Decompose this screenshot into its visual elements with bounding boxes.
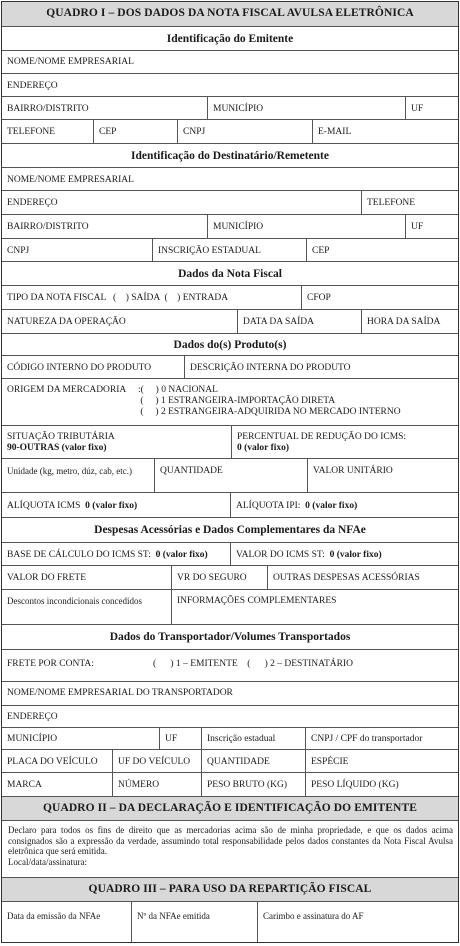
produto-quantidade-field[interactable]: QUANTIDADE — [155, 459, 308, 492]
destinatario-heading — [2, 144, 458, 168]
quadro-2-title: QUADRO II – DA DECLARAÇÃO E IDENTIFICAÇÃO DO EMITENTE — [2, 797, 458, 821]
numero-nfae-field[interactable]: Nº da NFAe emitida — [132, 902, 258, 942]
emitente-heading-text: Identificação do Emitente — [166, 33, 294, 45]
nota-heading — [2, 262, 458, 286]
produtos-unidade-row — [2, 459, 458, 493]
destinatario-ie-field[interactable]: INSCRIÇÃO ESTADUAL — [153, 239, 307, 261]
emitente-email-field[interactable]: E-MAIL — [318, 127, 352, 137]
transporte-nome-field[interactable]: NOME/NOME EMPRESARIAL DO TRANSPORTADOR — [7, 688, 233, 698]
situacao-value: 90-OUTRAS (valor fixo) — [7, 443, 107, 453]
frete-conta-options[interactable]: ( ) 1 – EMITENTE ( ) 2 – DESTINATÁRIO — [153, 659, 353, 669]
declaracao-field[interactable] — [2, 821, 458, 877]
nota-hora-saida-field[interactable]: HORA DA SAÍDA — [367, 317, 441, 327]
despesas-outras-field[interactable]: OUTRAS DESPESAS ACESSÓRIAS — [273, 573, 420, 583]
emitente-contato-row — [2, 120, 458, 144]
produtos-origem-row — [2, 379, 458, 426]
destinatario-nome-row — [2, 168, 458, 191]
despesas-frete-row — [2, 566, 458, 590]
produto-unidade-field[interactable]: Unidade (kg, metro, dúz, cab, etc.) — [2, 459, 155, 492]
emitente-cep-field[interactable]: CEP — [94, 120, 178, 143]
aliq-ipi-value: 0 (valor fixo) — [305, 501, 358, 511]
produto-percentual-field[interactable] — [232, 426, 458, 458]
situacao-label: SITUAÇÃO TRIBUTÁRIA — [7, 432, 115, 442]
produtos-heading — [2, 334, 458, 356]
destinatario-municipio-field[interactable]: MUNICÍPIO — [208, 215, 406, 238]
despesas-base-st-field[interactable] — [2, 543, 231, 565]
transporte-quantidade-field[interactable]: QUANTIDADE — [202, 750, 306, 772]
nota-cfop-field[interactable]: CFOP — [307, 293, 331, 303]
transporte-veiculo-row — [2, 750, 458, 773]
destinatario-endereco-field[interactable]: ENDEREÇO — [2, 191, 362, 214]
transporte-frete-field[interactable] — [2, 650, 458, 681]
transporte-heading — [2, 625, 458, 650]
origem-label: ORIGEM DA MERCADORIA — [7, 385, 127, 395]
produtos-codigo-row — [2, 356, 458, 379]
emitente-cnpj-field[interactable]: CNPJ — [178, 120, 313, 143]
transporte-heading-text: Dados do Transportador/Volumes Transportados — [109, 631, 351, 643]
transporte-numero-field[interactable]: NÚMERO — [113, 773, 202, 796]
transporte-frete-row — [2, 650, 458, 682]
produto-situacao-field[interactable] — [2, 426, 232, 458]
aliq-icms-value: 0 (valor fixo) — [85, 501, 138, 511]
nfae-form — [1, 1, 459, 943]
nota-data-saida-field[interactable]: DATA DA SAÍDA — [238, 310, 362, 333]
percentual-value: 0 (valor fixo) — [237, 443, 290, 453]
produtos-heading-text: Dados do(s) Produto(s) — [173, 339, 287, 351]
nota-tipo-field[interactable]: TIPO DA NOTA FISCAL ( ) SAÍDA ( ) ENTRADA — [2, 286, 302, 309]
destinatario-bairro-row — [2, 215, 458, 239]
destinatario-heading-text: Identificação do Destinatário/Remetente — [130, 150, 329, 162]
transporte-endereco-field[interactable]: ENDEREÇO — [7, 712, 58, 722]
despesas-st-row — [2, 543, 458, 566]
transporte-uf-field[interactable]: UF — [160, 728, 202, 749]
transporte-endereco-row — [2, 706, 458, 728]
aliq-ipi-label: ALÍQUOTA IPI: — [236, 501, 301, 511]
transporte-volumes-row — [2, 773, 458, 797]
base-st-label: BASE DE CÁLCULO DO ICMS ST: — [7, 550, 151, 560]
reparticao-row — [2, 902, 458, 942]
despesas-frete-field[interactable]: VALOR DO FRETE — [2, 566, 172, 589]
aliq-icms-label: ALÍQUOTA ICMS — [7, 501, 81, 511]
emitente-endereco-field[interactable]: ENDEREÇO — [7, 81, 58, 91]
emitente-nome-row — [2, 51, 458, 74]
emitente-heading — [2, 27, 458, 51]
frete-conta-label: FRETE POR CONTA: — [7, 659, 94, 669]
destinatario-cep-field[interactable]: CEP — [312, 246, 330, 256]
produto-valor-unitario-field[interactable]: VALOR UNITÁRIO — [313, 466, 393, 476]
emitente-uf-field[interactable]: UF — [411, 104, 424, 114]
transporte-municipio-field[interactable]: MUNICÍPIO — [2, 728, 160, 749]
local-data-assinatura-label: Local/data/assinatura: — [8, 856, 87, 867]
nota-heading-text: Dados da Nota Fiscal — [178, 268, 282, 280]
transporte-especie-field[interactable]: ESPÉCIE — [311, 757, 349, 767]
despesas-valor-st-field[interactable] — [231, 543, 458, 565]
transporte-cnpj-cpf-field[interactable]: CNPJ / CPF do transportador — [311, 734, 423, 744]
transporte-marca-field[interactable]: MARCA — [2, 773, 113, 796]
despesas-info-field[interactable]: INFORMAÇÕES COMPLEMENTARES — [177, 596, 337, 606]
destinatario-uf-field[interactable]: UF — [411, 222, 424, 232]
emitente-endereco-row — [2, 74, 458, 97]
transporte-nome-row — [2, 682, 458, 706]
declaracao-block — [2, 821, 458, 878]
destinatario-telefone-field[interactable]: TELEFONE — [367, 198, 416, 208]
emitente-bairro-field[interactable]: BAIRRO/DISTRITO — [2, 97, 208, 119]
quadro-3-title: QUADRO III – PARA USO DA REPARTIÇÃO FISCAL — [2, 878, 458, 902]
produto-origem-field[interactable] — [2, 379, 458, 425]
emitente-municipio-field[interactable]: MUNICÍPIO — [208, 97, 406, 119]
produto-codigo-field[interactable]: CÓDIGO INTERNO DO PRODUTO — [2, 356, 185, 378]
nota-natureza-row — [2, 310, 458, 334]
carimbo-assinatura-field[interactable]: Carimbo e assinatura do AF — [263, 911, 364, 921]
despesas-descontos-row — [2, 590, 458, 625]
valor-st-value: 0 (valor fixo) — [329, 550, 382, 560]
produto-aliq-ipi-field[interactable] — [231, 493, 458, 517]
despesas-descontos-field[interactable]: Descontos incondicionais concedidos — [2, 590, 172, 624]
destinatario-bairro-field[interactable]: BAIRRO/DISTRITO — [2, 215, 208, 238]
transporte-uf-veiculo-field[interactable]: UF DO VEÍCULO — [113, 750, 202, 772]
origem-option-1[interactable]: ( ) 1 ESTRANGEIRA-IMPORTAÇÃO DIRETA — [138, 396, 336, 406]
data-emissao-field[interactable]: Data da emissão da NFAe — [2, 902, 132, 942]
origem-option-0[interactable]: :( ) 0 NACIONAL — [138, 385, 218, 395]
emitente-telefone-field[interactable]: TELEFONE — [2, 120, 94, 143]
produto-descricao-field[interactable]: DESCRIÇÃO INTERNA DO PRODUTO — [190, 363, 351, 373]
quadro-1-title: QUADRO I – DOS DADOS DA NOTA FISCAL AVULSA ELETRÔNICA — [2, 2, 458, 27]
despesas-seguro-field[interactable]: VR DO SEGURO — [172, 566, 268, 589]
destinatario-endereco-row — [2, 191, 458, 215]
base-st-value: 0 (valor fixo) — [155, 550, 208, 560]
transporte-peso-bruto-field[interactable]: PESO BRUTO (KG) — [202, 773, 306, 796]
transporte-municipio-row — [2, 728, 458, 750]
emitente-nome-field[interactable]: NOME/NOME EMPRESARIAL — [7, 57, 134, 67]
percentual-label: PERCENTUAL DE REDUÇÃO DO ICMS: — [237, 432, 407, 442]
despesas-heading-text: Despesas Acessórias e Dados Complementares da NFAe — [94, 524, 366, 536]
produtos-aliquota-row — [2, 493, 458, 518]
destinatario-cnpj-field[interactable]: CNPJ — [2, 239, 153, 261]
transporte-peso-liquido-field[interactable]: PESO LÍQUIDO (KG) — [311, 780, 399, 790]
destinatario-nome-field[interactable]: NOME/NOME EMPRESARIAL — [7, 175, 134, 185]
emitente-bairro-row — [2, 97, 458, 120]
destinatario-docs-row — [2, 239, 458, 262]
transporte-placa-field[interactable]: PLACA DO VEÍCULO — [2, 750, 113, 772]
produtos-situacao-row — [2, 426, 458, 459]
despesas-heading — [2, 518, 458, 543]
declaracao-text: Declaro para todos os fins de direito que as mercadorias acima são de minha propriedade, e que os dados acima consignados são a expressão da verdade, assumindo total responsabilidade pelos dados constantes da Nota Fiscal Avulsa eletrônica que será emitida. — [8, 825, 453, 856]
origem-option-2[interactable]: ( ) 2 ESTRANGEIRA-ADQUIRIDA NO MERCADO INTERNO — [138, 407, 401, 417]
valor-st-label: VALOR DO ICMS ST: — [236, 550, 325, 560]
nota-natureza-field[interactable]: NATUREZA DA OPERAÇÃO — [2, 310, 238, 333]
produto-aliq-icms-field[interactable] — [2, 493, 231, 517]
transporte-ie-field[interactable]: Inscrição estadual — [202, 728, 306, 749]
nota-tipo-row — [2, 286, 458, 310]
